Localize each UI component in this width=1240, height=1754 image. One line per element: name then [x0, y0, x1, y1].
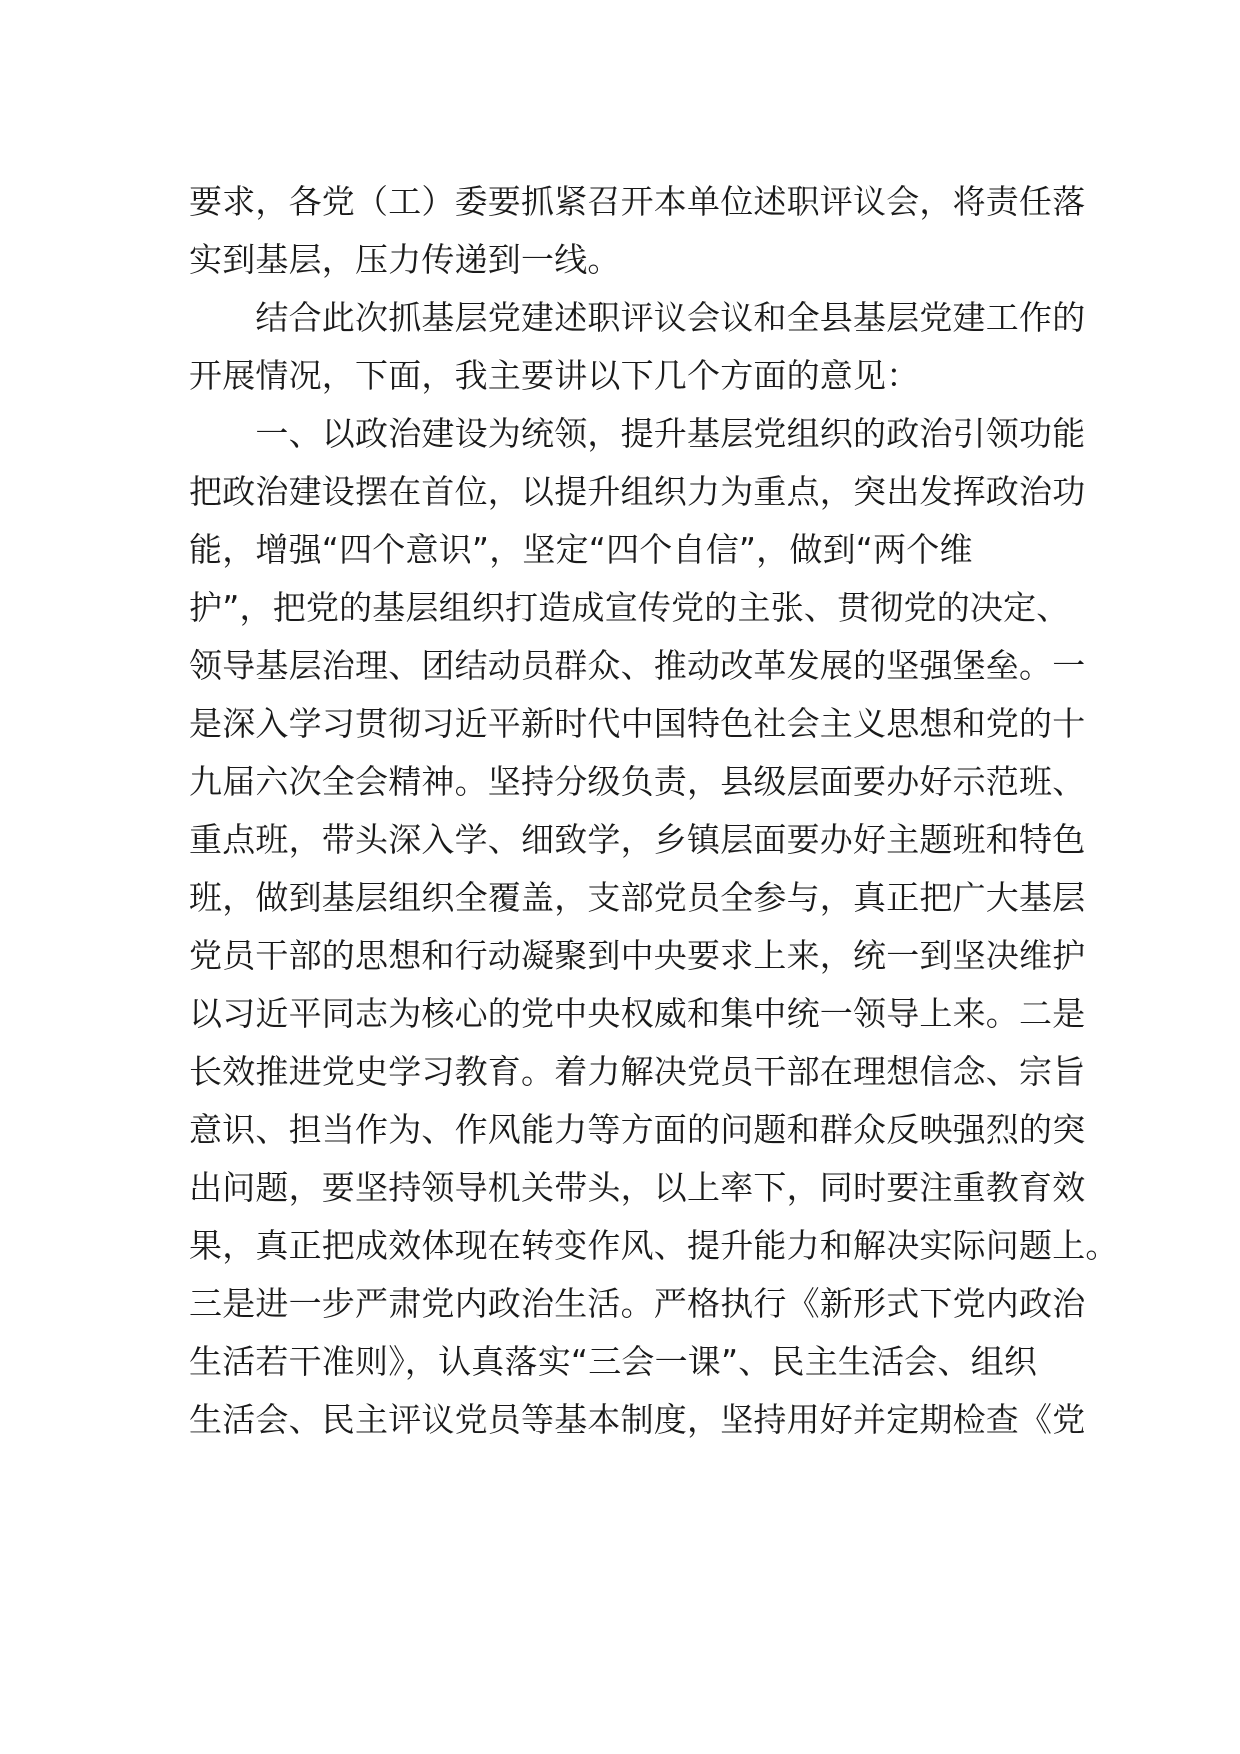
text-line: 九届六次全会精神。坚持分级负责，县级层面要办好示范班、 [189, 762, 1086, 801]
text-line: 三是进一步严肃党内政治生活。严格执行《新形式下党内政治 [189, 1284, 1086, 1323]
text-line: 是深入学习贯彻习近平新时代中国特色社会主义思想和党的十 [189, 704, 1086, 743]
text-line: 党员干部的思想和行动凝聚到中央要求上来，统一到坚决维护 [189, 936, 1086, 975]
text-line: 把政治建设摆在首位，以提升组织力为重点，突出发挥政治功 [189, 472, 1086, 511]
text-line: 护”，把党的基层组织打造成宣传党的主张、贯彻党的决定、 [189, 588, 1070, 627]
text-line: 生活会、民主评议党员等基本制度，坚持用好并定期检查《党 [189, 1400, 1086, 1439]
text-line: 生活若干准则》，认真落实“三会一课”、民主生活会、组织 [189, 1342, 1038, 1381]
text-line: 能，增强“四个意识”，坚定“四个自信”，做到“两个维 [189, 530, 973, 569]
text-line: 长效推进党史学习教育。着力解决党员干部在理想信念、宗旨 [189, 1052, 1086, 1091]
text-line: 开展情况，下面，我主要讲以下几个方面的意见： [189, 356, 920, 395]
text-line: 领导基层治理、团结动员群众、推动改革发展的坚强堡垒。一 [189, 646, 1086, 685]
text-line: 实到基层，压力传递到一线。 [189, 240, 621, 279]
text-line: 结合此次抓基层党建述职评议会议和全县基层党建工作的 [189, 298, 1086, 337]
text-line: 重点班，带头深入学、细致学，乡镇层面要办好主题班和特色 [189, 820, 1086, 859]
section-heading-line: 一、以政治建设为统领，提升基层党组织的政治引领功能 [189, 414, 1086, 453]
text-line: 果，真正把成效体现在转变作风、提升能力和解决实际问题上。 [189, 1226, 1119, 1265]
text-line: 班，做到基层组织全覆盖，支部党员全参与，真正把广大基层 [189, 878, 1086, 917]
text-line: 要求，各党（工）委要抓紧召开本单位述职评议会，将责任落 [189, 182, 1086, 221]
text-line: 以习近平同志为核心的党中央权威和集中统一领导上来。二是 [189, 994, 1086, 1033]
text-line: 意识、担当作为、作风能力等方面的问题和群众反映强烈的突 [189, 1110, 1086, 1149]
text-line: 出问题，要坚持领导机关带头，以上率下，同时要注重教育效 [189, 1168, 1086, 1207]
